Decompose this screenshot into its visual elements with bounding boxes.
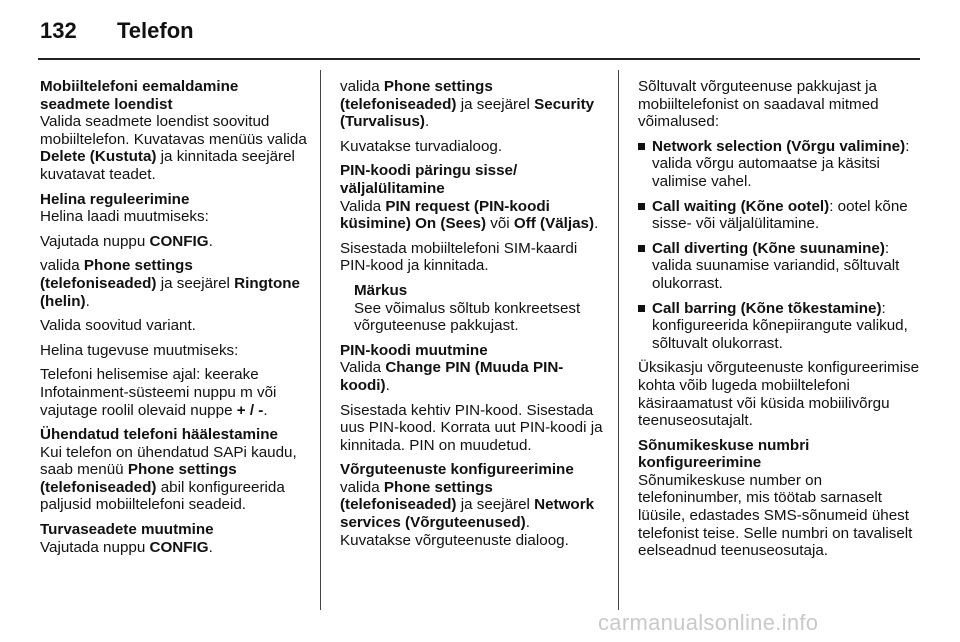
paragraph: valida Phone settings (telefoniseaded) ja seejärel Ringtone (helin). xyxy=(40,257,300,310)
paragraph: Sisestada kehtiv PIN-kood. Sisestada uus PIN-kood. Korrata uut PIN-koodi ja kinnitada. PIN on muudetud. xyxy=(340,401,603,454)
section-heading-ringtone: Helina reguleerimine xyxy=(40,190,190,208)
bullet-square-icon xyxy=(638,245,645,252)
list-item: Call diverting (Kõne suunamine): valida suunamise variandid, sõltuvalt olukorrast. xyxy=(638,240,922,293)
page-number: 132 xyxy=(40,18,77,43)
page-header xyxy=(0,0,960,62)
section-heading-network-services: Võrguteenuste konfigureerimine xyxy=(340,461,574,479)
paragraph: Sõltuvalt võrguteenuse pakkujast ja mobiiltelefonist on saadaval mitmed võimalused: xyxy=(638,78,879,131)
list-item: Call barring (Kõne tõkestamine): konfigureerida kõnepiirangute valikud, sõltuvalt olukorrast. xyxy=(638,300,922,353)
paragraph: Üksikasju võrguteenuste konfigureerimise kohta võib lugeda mobiiltelefoni käsiraamatust või küsida mobiilivõrgu teenuseosutajalt. xyxy=(638,359,920,430)
note-title: Märkus xyxy=(354,281,408,299)
note-text: See võimalus sõltub konkreetsest võrguteenuse pakkujast. xyxy=(354,299,581,335)
paragraph: Sõnumikeskuse number on telefoninumber, mis töötab sarnaselt lüüsile, edastades SMS-sõnumeid ühest telefonist teise. Selle numbri on tavaliselt eelseadnud teenuseosutaja. xyxy=(638,471,913,560)
section-heading-remove-phone: Mobiiltelefoni eemaldamine seadmete loendist xyxy=(40,78,239,113)
column-divider-2 xyxy=(618,70,619,610)
paragraph: Valida soovitud variant. xyxy=(40,317,196,335)
column-divider-1 xyxy=(320,70,321,610)
section-heading-message-center: Sõnumikeskuse numbri konfigureerimine xyxy=(638,436,810,472)
paragraph: Vajutada nuppu CONFIG. xyxy=(40,232,213,250)
bullet-square-icon xyxy=(638,203,645,210)
note-box xyxy=(340,282,610,335)
paragraph: Vajutada nuppu CONFIG. xyxy=(40,538,213,556)
list-item: Call waiting (Kõne ootel): ootel kõne sisse- või väljalülitamine. xyxy=(638,198,922,233)
page-title: Telefon xyxy=(117,18,194,43)
header-rule xyxy=(38,58,920,60)
paragraph: Kuvatakse turvadialoog. xyxy=(340,137,503,155)
section-heading-change-pin: PIN-koodi muutmine xyxy=(340,341,488,359)
watermark: carmanualsonline.info xyxy=(598,610,819,635)
paragraph: Valida PIN request (PIN-koodi küsimine) On (Sees) või Off (Väljas). xyxy=(340,197,599,233)
section-heading-connected-phone: Ühendatud telefoni häälestamine xyxy=(40,426,278,444)
bullet-square-icon xyxy=(638,305,645,312)
column-1 xyxy=(40,78,310,556)
bullet-square-icon xyxy=(638,143,645,150)
section-heading-security: Turvaseadete muutmine xyxy=(40,521,214,539)
paragraph: Sisestada mobiiltelefoni SIM-kaardi PIN-kood ja kinnitada. xyxy=(340,239,578,275)
section-heading-pin-request: PIN-koodi päringu sisse/ väljalülitamine xyxy=(340,162,518,197)
volume-knob-icon: m xyxy=(240,383,253,401)
paragraph: Kuvatakse võrguteenuste dialoog. xyxy=(340,531,569,549)
paragraph: valida Phone settings (telefoniseaded) ja seejärel Network services (Võrguteenused). xyxy=(340,478,595,532)
column-2 xyxy=(340,78,610,549)
paragraph: Telefoni helisemise ajal: keerake Infotainment-süsteemi nuppu m või vajutage roolil olevaid nuppe + / -. xyxy=(40,366,277,419)
column-3 xyxy=(638,78,922,560)
paragraph: Kui telefon on ühendatud SAPi kaudu, saab menüü Phone settings (telefoniseaded) abil konfigureerida paljusid mobiiltelefoni seadeid. xyxy=(40,443,297,514)
paragraph: Helina laadi muutmiseks: xyxy=(40,208,209,226)
list-item: Network selection (Võrgu valimine): valida võrgu automaatse ja käsitsi valimise vahel. xyxy=(638,138,922,191)
paragraph: Valida Change PIN (Muuda PIN-koodi). xyxy=(340,359,564,394)
paragraph: Valida seadmete loendist soovitud mobiiltelefon. Kuvatavas menüüs valida Delete (Kustuta) ja kinnitada seejärel kuvatavat teadet. xyxy=(40,113,307,183)
paragraph: valida Phone settings (telefoniseaded) ja seejärel Security (Turvalisus). xyxy=(340,78,595,131)
paragraph: Helina tugevuse muutmiseks: xyxy=(40,341,239,359)
